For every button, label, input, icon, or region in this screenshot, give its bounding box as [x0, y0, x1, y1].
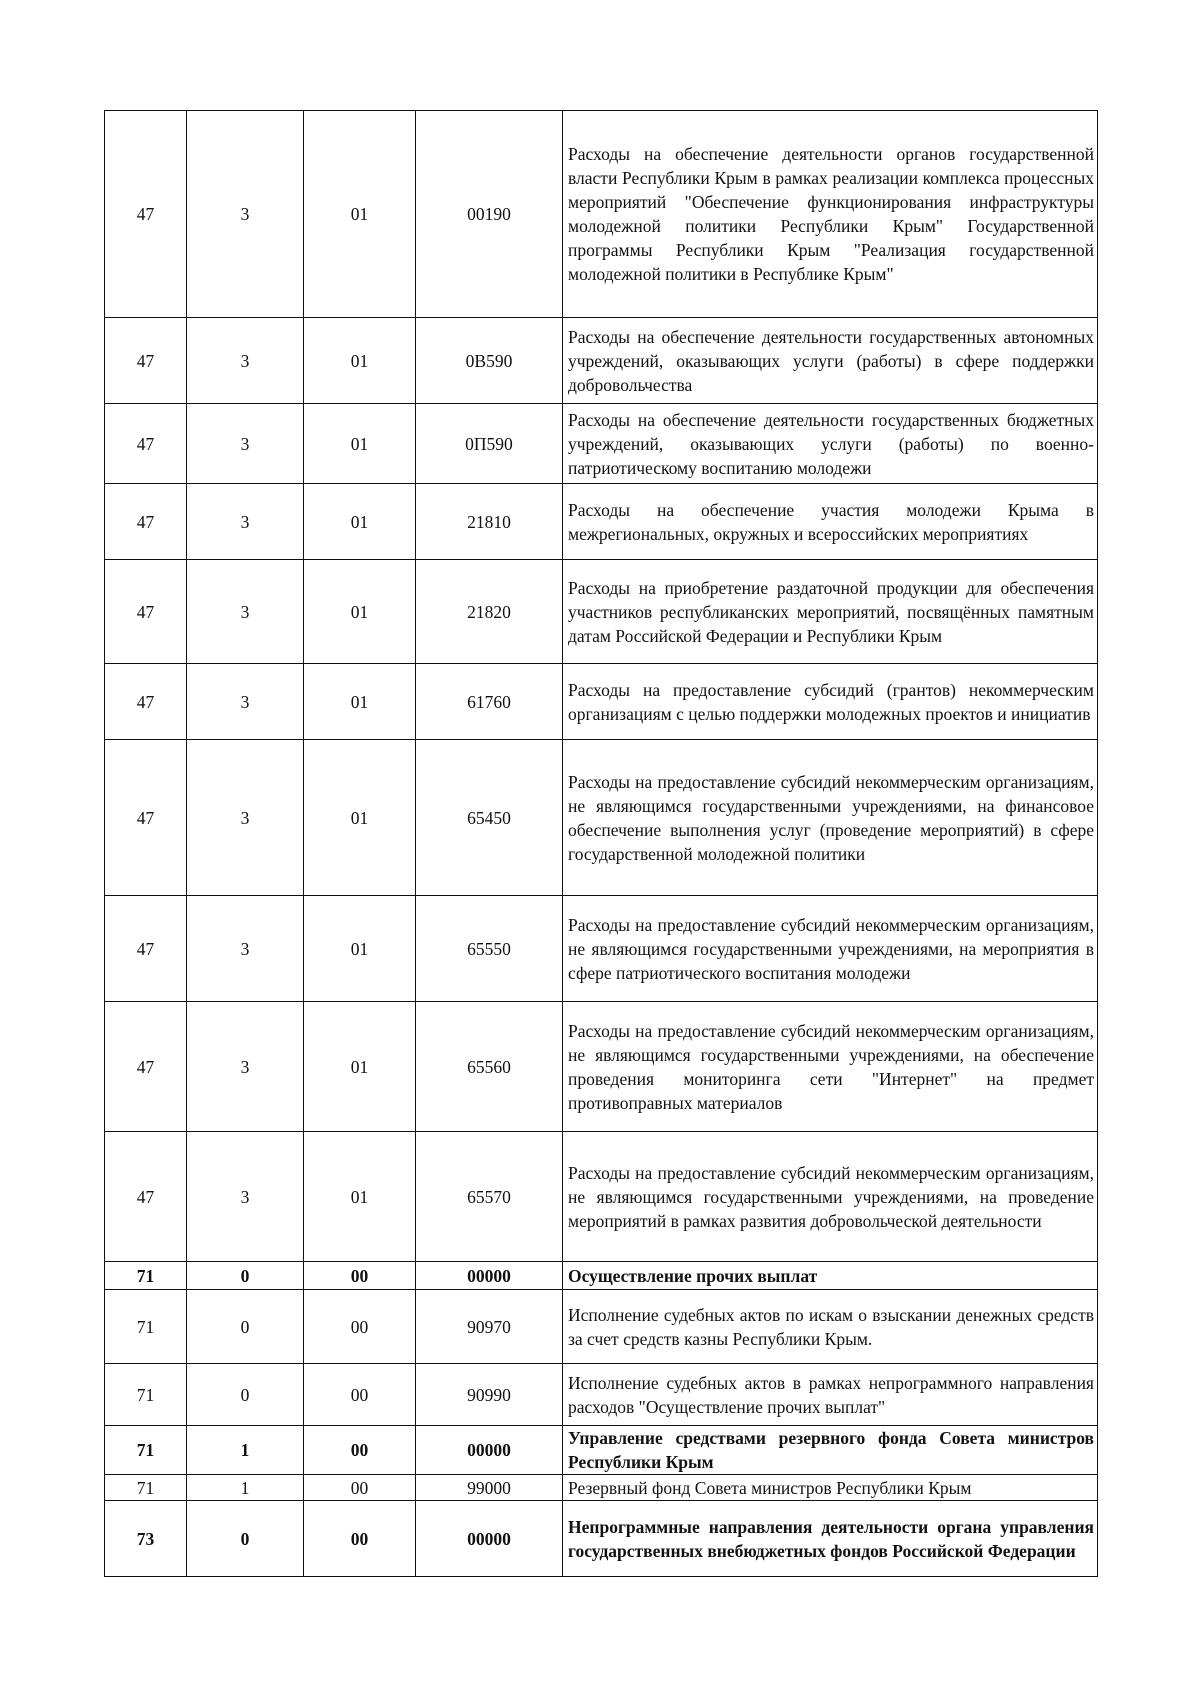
cell-direction-code: 65550 — [416, 896, 563, 1002]
budget-classification-table — [104, 110, 1098, 1577]
table-row — [105, 560, 1098, 664]
table-row — [105, 1290, 1098, 1364]
cell-direction-code: 0В590 — [416, 318, 563, 404]
cell-direction-code: 00000 — [416, 1262, 563, 1290]
cell-program-code: 47 — [105, 740, 187, 896]
cell-element-code: 01 — [304, 318, 416, 404]
cell-subprogram-code: 3 — [187, 560, 304, 664]
cell-element-code: 00 — [304, 1364, 416, 1426]
table-row — [105, 318, 1098, 404]
cell-element-code: 00 — [304, 1426, 416, 1475]
table-row — [105, 1501, 1098, 1577]
table-row — [105, 664, 1098, 740]
cell-program-code: 47 — [105, 484, 187, 560]
cell-program-code: 71 — [105, 1290, 187, 1364]
cell-description: Расходы на приобретение раздаточной продукции для обеспечения участников республиканских мероприятий, посвящённых памятным датам Российской Федерации и Республики Крым — [563, 560, 1098, 664]
cell-program-code: 47 — [105, 404, 187, 484]
cell-element-code: 01 — [304, 1132, 416, 1262]
cell-description: Непрограммные направления деятельности органа управления государственных внебюджетных фондов Российской Федерации — [563, 1501, 1098, 1577]
cell-description: Резервный фонд Совета министров Республики Крым — [563, 1475, 1098, 1501]
table-row — [105, 896, 1098, 1002]
cell-subprogram-code: 0 — [187, 1364, 304, 1426]
table-body — [105, 111, 1098, 1577]
cell-direction-code: 65560 — [416, 1002, 563, 1132]
cell-direction-code: 65450 — [416, 740, 563, 896]
cell-description: Расходы на предоставление субсидий (грантов) некоммерческим организациям с целью поддержки молодежных проектов и инициатив — [563, 664, 1098, 740]
cell-description: Исполнение судебных актов по искам о взыскании денежных средств за счет средств казны Республики Крым. — [563, 1290, 1098, 1364]
cell-subprogram-code: 1 — [187, 1426, 304, 1475]
cell-element-code: 01 — [304, 111, 416, 318]
cell-program-code: 47 — [105, 1132, 187, 1262]
table-row — [105, 1132, 1098, 1262]
cell-subprogram-code: 3 — [187, 740, 304, 896]
cell-program-code: 47 — [105, 896, 187, 1002]
cell-program-code: 71 — [105, 1364, 187, 1426]
cell-program-code: 73 — [105, 1501, 187, 1577]
cell-subprogram-code: 3 — [187, 318, 304, 404]
cell-description: Расходы на предоставление субсидий некоммерческим организациям, не являющимся государственными учреждениями, на мероприятия в сфере патриотического воспитания молодежи — [563, 896, 1098, 1002]
cell-subprogram-code: 3 — [187, 664, 304, 740]
cell-element-code: 00 — [304, 1290, 416, 1364]
cell-description: Осуществление прочих выплат — [563, 1262, 1098, 1290]
cell-direction-code: 0П590 — [416, 404, 563, 484]
cell-subprogram-code: 0 — [187, 1501, 304, 1577]
cell-subprogram-code: 3 — [187, 404, 304, 484]
cell-program-code: 47 — [105, 111, 187, 318]
table-row — [105, 1002, 1098, 1132]
cell-element-code: 00 — [304, 1475, 416, 1501]
cell-direction-code: 21810 — [416, 484, 563, 560]
cell-element-code: 00 — [304, 1262, 416, 1290]
table-row — [105, 484, 1098, 560]
cell-program-code: 71 — [105, 1475, 187, 1501]
table-row — [105, 1364, 1098, 1426]
cell-direction-code: 65570 — [416, 1132, 563, 1262]
cell-element-code: 01 — [304, 664, 416, 740]
table-row — [105, 1475, 1098, 1501]
cell-subprogram-code: 3 — [187, 111, 304, 318]
cell-direction-code: 90990 — [416, 1364, 563, 1426]
cell-description: Расходы на предоставление субсидий некоммерческим организациям, не являющимся государственными учреждениями, на обеспечение проведения мониторинга сети "Интернет" на предмет противоправных материалов — [563, 1002, 1098, 1132]
cell-direction-code: 61760 — [416, 664, 563, 740]
cell-subprogram-code: 3 — [187, 896, 304, 1002]
table-row — [105, 1426, 1098, 1475]
cell-description: Расходы на обеспечение участия молодежи Крыма в межрегиональных, окружных и всероссийских мероприятиях — [563, 484, 1098, 560]
cell-element-code: 00 — [304, 1501, 416, 1577]
cell-description: Управление средствами резервного фонда Совета министров Республики Крым — [563, 1426, 1098, 1475]
cell-direction-code: 99000 — [416, 1475, 563, 1501]
cell-program-code: 47 — [105, 560, 187, 664]
cell-subprogram-code: 0 — [187, 1262, 304, 1290]
cell-direction-code: 21820 — [416, 560, 563, 664]
table-row — [105, 111, 1098, 318]
cell-subprogram-code: 0 — [187, 1290, 304, 1364]
cell-program-code: 47 — [105, 1002, 187, 1132]
cell-direction-code: 00190 — [416, 111, 563, 318]
cell-element-code: 01 — [304, 1002, 416, 1132]
cell-direction-code: 90970 — [416, 1290, 563, 1364]
table-row — [105, 1262, 1098, 1290]
cell-element-code: 01 — [304, 484, 416, 560]
cell-element-code: 01 — [304, 896, 416, 1002]
cell-subprogram-code: 3 — [187, 484, 304, 560]
cell-description: Исполнение судебных актов в рамках непрограммного направления расходов "Осуществление прочих выплат" — [563, 1364, 1098, 1426]
cell-description: Расходы на обеспечение деятельности государственных бюджетных учреждений, оказывающих услуги (работы) по военно-патриотическому воспитанию молодежи — [563, 404, 1098, 484]
cell-program-code: 47 — [105, 318, 187, 404]
cell-direction-code: 00000 — [416, 1501, 563, 1577]
cell-element-code: 01 — [304, 560, 416, 664]
cell-element-code: 01 — [304, 740, 416, 896]
cell-subprogram-code: 1 — [187, 1475, 304, 1501]
cell-program-code: 71 — [105, 1426, 187, 1475]
cell-subprogram-code: 3 — [187, 1002, 304, 1132]
cell-element-code: 01 — [304, 404, 416, 484]
cell-subprogram-code: 3 — [187, 1132, 304, 1262]
cell-program-code: 47 — [105, 664, 187, 740]
cell-description: Расходы на обеспечение деятельности государственных автономных учреждений, оказывающих услуги (работы) в сфере поддержки добровольчества — [563, 318, 1098, 404]
table-row — [105, 404, 1098, 484]
cell-program-code: 71 — [105, 1262, 187, 1290]
cell-description: Расходы на обеспечение деятельности органов государственной власти Республики Крым в рамках реализации комплекса процессных мероприятий "Обеспечение функционирования инфраструктуры молодежной политики Республики Крым" Государственной программы Республики Крым "Реализация государственной молодежной политики в Республике Крым" — [563, 111, 1098, 318]
cell-direction-code: 00000 — [416, 1426, 563, 1475]
cell-description: Расходы на предоставление субсидий некоммерческим организациям, не являющимся государственными учреждениями, на финансовое обеспечение выполнения услуг (проведение мероприятий) в сфере государственной молодежной политики — [563, 740, 1098, 896]
cell-description: Расходы на предоставление субсидий некоммерческим организациям, не являющимся государственными учреждениями, на проведение мероприятий в рамках развития добровольческой деятельности — [563, 1132, 1098, 1262]
table-row — [105, 740, 1098, 896]
